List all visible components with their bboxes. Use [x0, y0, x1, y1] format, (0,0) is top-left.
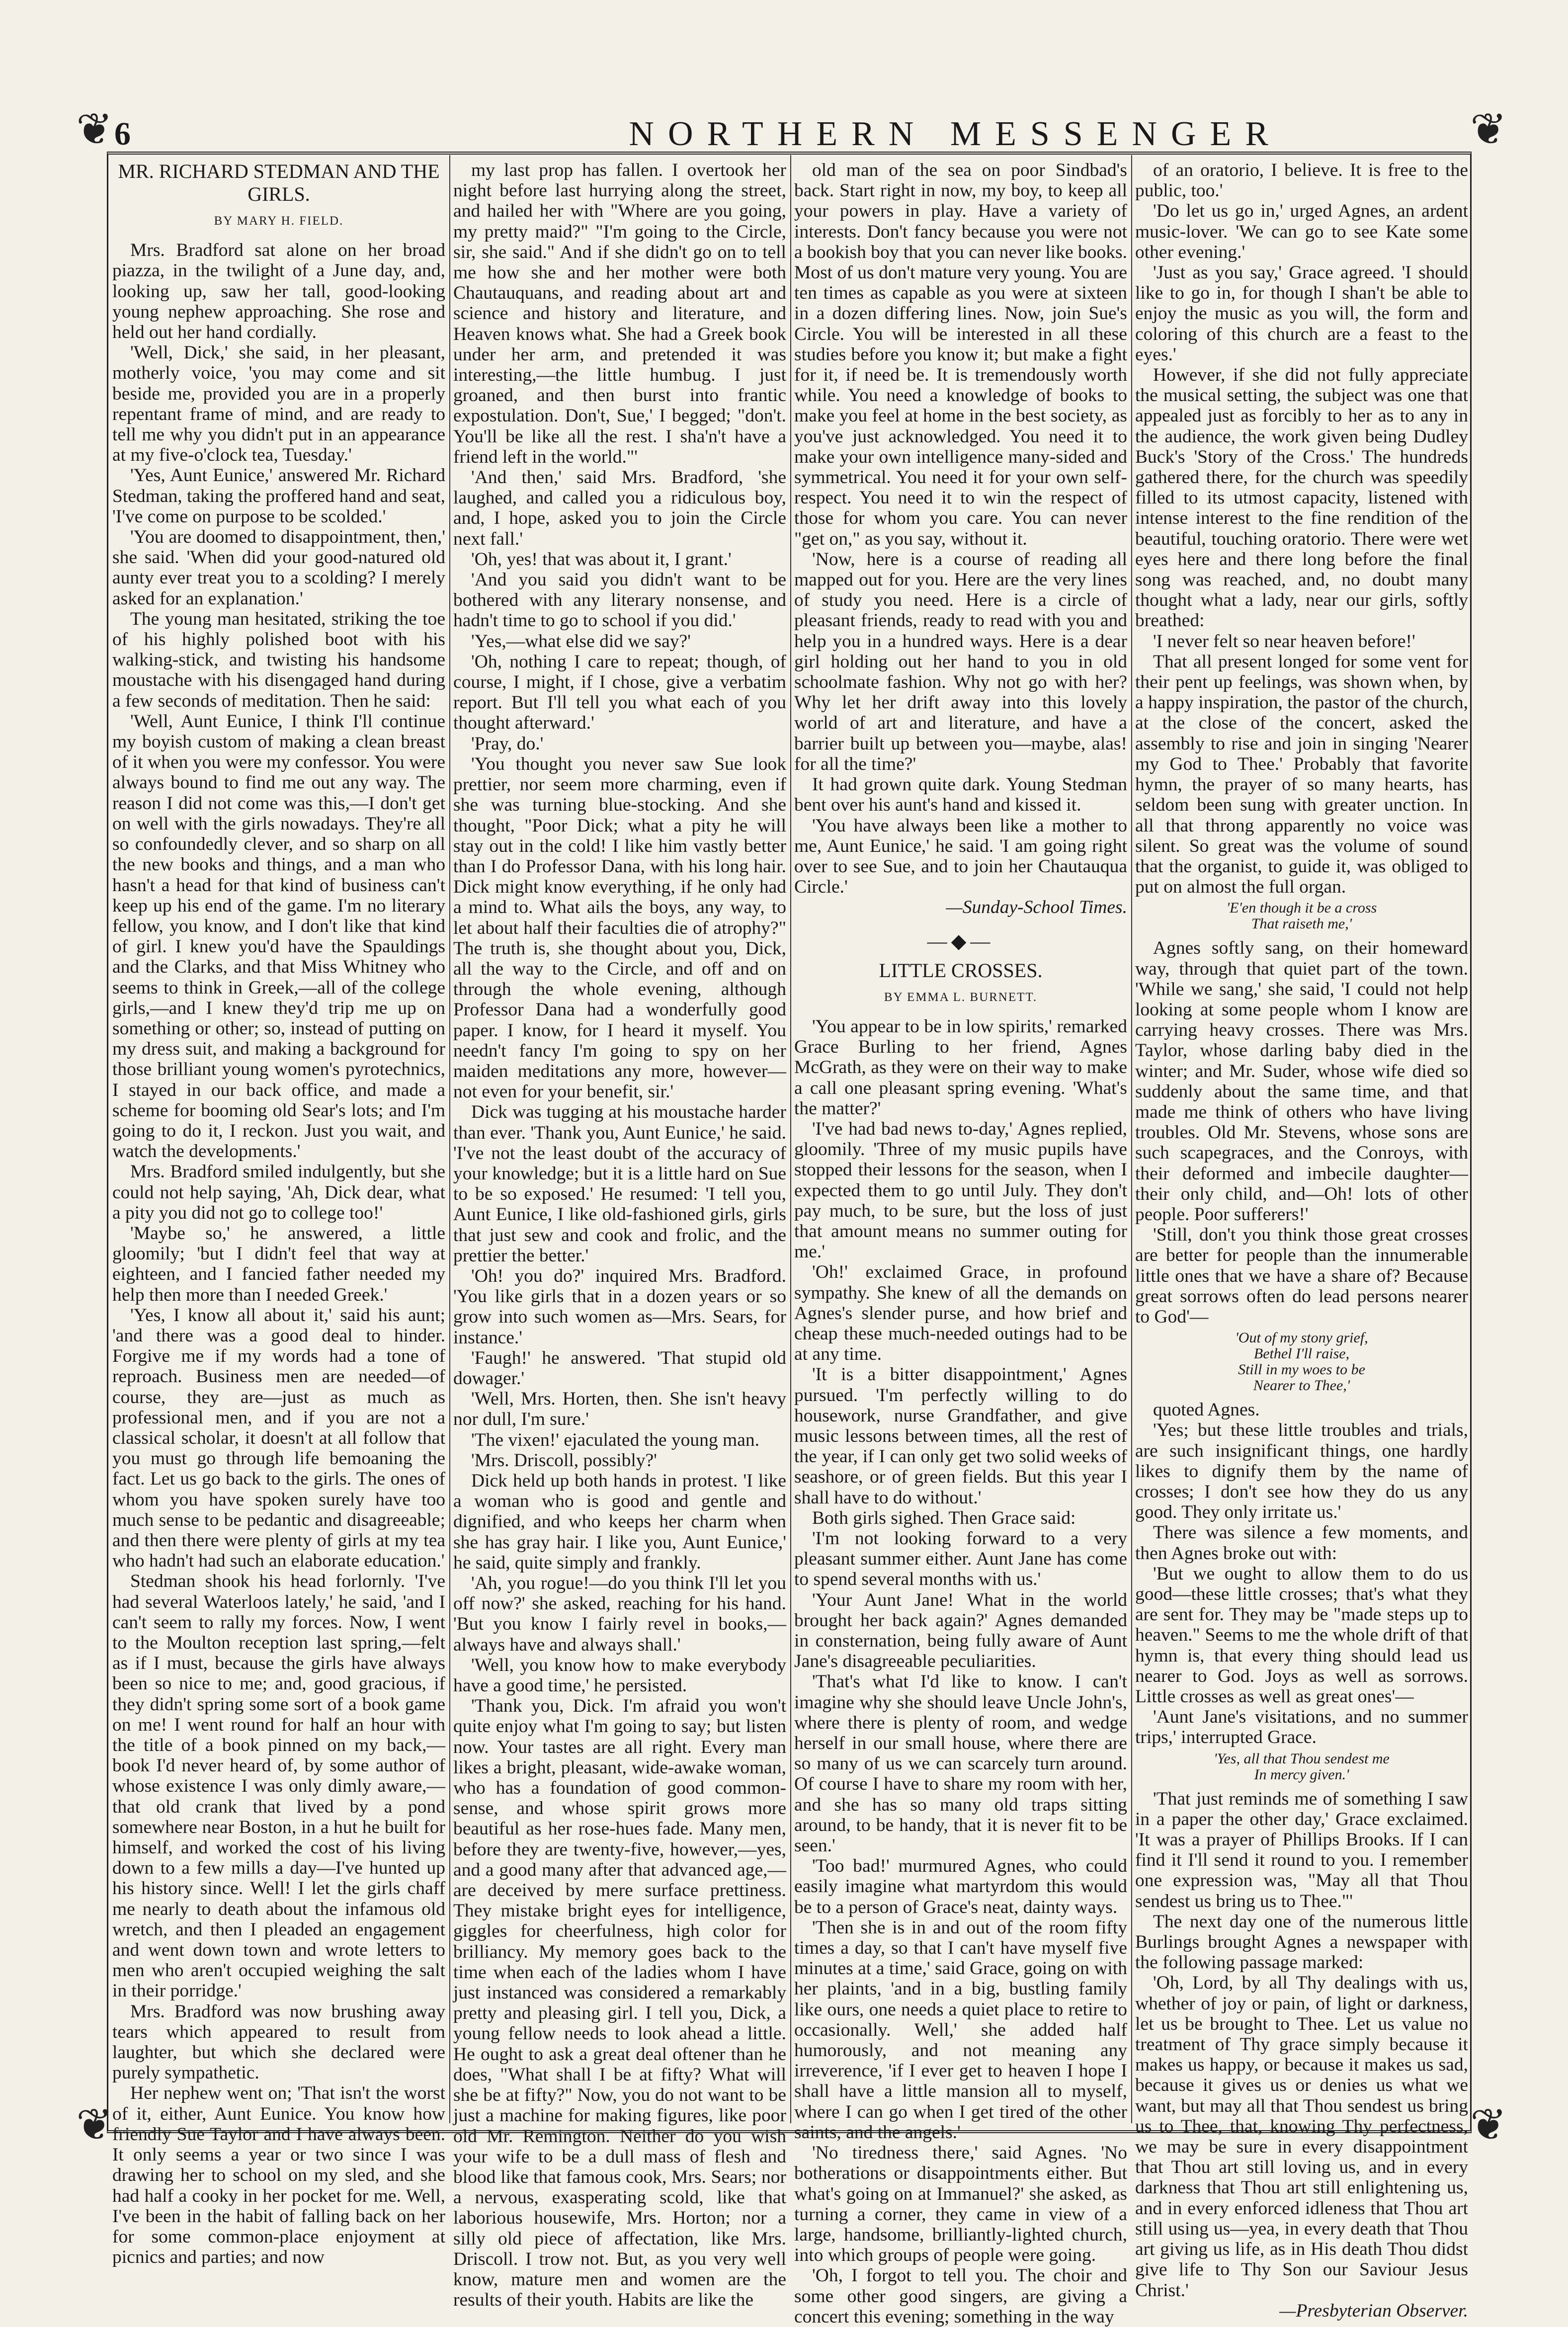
corner-ornament-top-right: ❦ [1470, 106, 1507, 154]
article-body [1135, 938, 1468, 1327]
paragraph: There was silence a few moments, and then Agnes broke out with: [1135, 1522, 1468, 1564]
paragraph: Both girls sighed. Then Grace said: [812, 1507, 1076, 1528]
article-source: —Presbyterian Observer. [1279, 2300, 1468, 2321]
paragraph: quoted Agnes. [1153, 1400, 1260, 1420]
article-byline: BY MARY H. FIELD. [214, 214, 344, 228]
article-source: —Sunday-School Times. [946, 897, 1127, 918]
article-title: MR. RICHARD STEDMAN AND THE GIRLS. [118, 160, 440, 205]
verse-line: Still in my woes to be [1238, 1361, 1365, 1378]
paragraph: 'I never felt so near heaven before!' [1153, 631, 1415, 652]
paragraph: 'Well, Dick,' she said, in her pleasant, motherly voice, 'you may come and sit beside me, provided you are in a properly repentant frame of mind, and are ready to tell me why you didn't put in an appearance at my five-o'clock tea, Tuesday.' [112, 342, 445, 466]
paragraph: 'Pray, do.' [471, 733, 544, 754]
paragraph: 'Still, don't you think those great crosses are better for people than the innumerable little ones that we have a share of? Because great sorrows often do lead persons nearer to God'— [1135, 1225, 1468, 1327]
page-number: 6 [114, 116, 131, 152]
corner-ornament-bottom-right: ❦ [1470, 2101, 1507, 2150]
corner-ornament-bottom-left: ❦ [76, 2101, 113, 2150]
column-rule [790, 155, 791, 2123]
paragraph: 'Now, here is a course of reading all mapped out for you. Here are the very lines of study you need. Here is a circle of pleasant friends, ready to read with you and help you in a hundred ways. Here is a dear girl holding out her hand to you in old schoolmate fashion. Why not go with her? Why let her drift away into this lovely world of art and literature, and have a barrier built up between you—maybe, alas! for all the time?' [794, 549, 1127, 774]
paragraph: 'Yes, Aunt Eunice,' answered Mr. Richard Stedman, taking the proffered hand and seat, 'I've come on purpose to be scolded.' [112, 465, 445, 527]
paragraph: 'And then,' said Mrs. Bradford, 'she laughed, and called you a ridiculous boy, and, I hope, asked you to join the Circle next fall.' [453, 467, 786, 549]
column-3 [794, 160, 1127, 2327]
paragraph: The next day one of the numerous little Burlings brought Agnes a newspaper with the following passage marked: [1135, 1911, 1468, 1973]
paragraph: 'I'm not looking forward to a very pleasant summer either. Aunt Jane has come to spend several months with us.' [794, 1528, 1127, 1590]
column-rule [449, 155, 450, 2123]
verse-line: Bethel I'll raise, [1253, 1345, 1350, 1362]
paragraph: 'Do let us go in,' urged Agnes, an ardent music-lover. 'We can go to see Kate some other evening.' [1135, 201, 1468, 262]
paragraph: 'But we ought to allow them to do us good—these little crosses; that's what they are sent for. They may be "made steps up to heaven." Seems to me the whole drift of that hymn is, that every thing should lead us nearer to God. Joys as well as sorrows. Little crosses as well as great ones'— [1135, 1563, 1468, 1707]
paragraph: 'That's what I'd like to know. I can't imagine why she should leave Uncle John's, where there is plenty of room, and wedge herself in our small house, where there are so many of us we can scarcely turn around. Of course I have to share my room with her, and she has so many old traps sitting around, to be handy, that it is never fit to be seen.' [794, 1671, 1127, 1856]
paragraph: my last prop has fallen. I overtook her night before last hurrying along the street, and hailed her with "Where are you going, my pretty maid?" "I'm going to the Circle, sir, she said." And if she didn't go on to tell me how she and her mother were both Chautauquans, and reading about art and science and history and literature, and Heaven knows what. She had a Greek book under her arm, and pretended it was interesting,—the little humbug. I just groaned, and then burst into frantic expostulation. Don't, Sue,' I begged; "don't. You'll be like all the rest. I sha'n't have a friend left in the world."' [453, 160, 786, 467]
paragraph: of an oratorio, I believe. It is free to the public, too.' [1135, 160, 1468, 201]
paragraph: 'You thought you never saw Sue look prettier, nor seem more charming, even if she was turning blue-stocking. And she thought, "Poor Dick; what a pity he will stay out in the cold! I like him vastly better than I do Professor Dana, with his long hair. Dick might know everything, if he only had a mind to. What ails the boys, any way, to let about half their faculties die of atrophy?" The truth is, she thought about you, Dick, all the way to the Circle, and off and on through the whole evening, although Professor Dana had a wonderfully good paper. I know, for I heard it myself. You needn't fancy I'm going to spy on her maiden meditations any more, however—not even for your benefit, sir.' [453, 753, 786, 1102]
paragraph: That all present longed for some vent for their pent up feelings, was shown when, by a happy inspiration, the pastor of the church, at the close of the concert, asked the assembly to rise and join in singing 'Nearer my God to Thee.' Probably that favorite hymn, the prayer of so many hearts, has seldom been sung with greater unction. In all that throng apparently no voice was silent. So great was the volume of sound that the organist, to guide it, was obliged to put on almost the full organ. [1135, 651, 1468, 898]
paragraph: 'It is a bitter disappointment,' Agnes pursued. 'I'm perfectly willing to do housework, nurse Grandfather, and give music lessons between times, all the rest of the year, if I can only get two solid weeks of seashore, or of green fields. But this year I shall have to do without.' [794, 1364, 1127, 1508]
article-body [1135, 160, 1468, 897]
verse-line: In mercy given.' [1254, 1766, 1349, 1783]
paragraph: 'Maybe so,' he answered, a little gloomily; 'but I didn't feel that way at eighteen, and I fancied father needed my help then more than I needed Greek.' [112, 1223, 445, 1305]
paragraph: 'Yes,—what else did we say?' [471, 631, 691, 652]
paper-title: NORTHERN MESSENGER [629, 115, 1282, 153]
paragraph: 'Oh, nothing I care to repeat; though, of course, I might, if I chose, give a verbatim report. But I'll tell you what each of you thought afterward.' [453, 651, 786, 734]
paragraph: The young man hesitated, striking the toe of his highly polished boot with his walking-stick, and twisting his handsome moustache with his disengaged hand during a few seconds of meditation. Then he said: [112, 608, 445, 711]
paragraph: 'Mrs. Driscoll, possibly?' [471, 1450, 657, 1471]
paragraph: Dick held up both hands in protest. 'I like a woman who is good and gentle and dignified, and who keeps her charm when she has gray hair. I like you, Aunt Eunice,' he said, quite simply and frankly. [453, 1471, 786, 1573]
masthead [114, 114, 1461, 154]
paragraph: Mrs. Bradford smiled indulgently, but she could not help saying, 'Ah, Dick dear, what a pity you did not go to college too!' [112, 1162, 445, 1223]
paragraph: However, if she did not fully appreciate the musical setting, the subject was one that appealed just as forcibly to her as to any in the audience, the work given being Dudley Buck's 'Story of the Cross.' The hundreds gathered there, for the church was speedily filled to its utmost capacity, listened with intense interest to the fine rendition of the beautiful, touching oratorio. There were wet eyes here and there long before the final song was reached, and, no doubt many thought what a lady, near our girls, softly breathed: [1135, 365, 1468, 631]
paragraph: 'Ah, you rogue!—do you think I'll let you off now?' she asked, reaching for his hand. 'But you know I fairly revel in books,—always have and always shall.' [453, 1573, 786, 1655]
paragraph: It had grown quite dark. Young Stedman bent over his aunt's hand and kissed it. [794, 774, 1127, 816]
paragraph: 'Aunt Jane's visitations, and no summer trips,' interrupted Grace. [1135, 1707, 1468, 1748]
article-body [1135, 1789, 1468, 2301]
paragraph: 'No tiredness there,' said Agnes. 'No botherations or disappointments either. But what's going on at Immanuel?' she asked, as turning a corner, they came in view of a large, handsome, brilliantly-lighted church, into which groups of people were going. [794, 2143, 1127, 2266]
paragraph: 'That just reminds me of something I saw in a paper the other day,' Grace exclaimed. 'It was a prayer of Phillips Brooks. If I can find it I'll send it round to you. I remember one expression was, "May all that Thou sendest us bring us to Thee."' [1135, 1788, 1468, 1911]
article-body [794, 1016, 1127, 2327]
verse-line: 'Yes, all that Thou sendest me [1214, 1750, 1390, 1767]
paragraph: 'Faugh!' he answered. 'That stupid old dowager.' [453, 1347, 786, 1389]
paragraph: Stedman shook his head forlornly. 'I've had several Waterloos lately,' he said, 'and I can't seem to rally my forces. Now, I went to the Moulton reception last spring,—felt as if I must, because the girls have always been so nice to me; and, good gracious, if they didn't spring some sort of a book game on me! I went round for half an hour with the title of a book pinned on my back,—book I'd never heard of, by some author of whose existence I was only dimly aware,—that old crank that lived by a pond somewhere near Boston, in a hut he built for himself, and worked the cost of his living down to a few mills a day—I've hunted up his history since. Well! I let the girls chaff me nearly to death about the infamous old wretch, and then I pleaded an engagement and went down town and wrote letters to men who aren't occupied weighing the salt in their porridge.' [112, 1571, 445, 2001]
paragraph: 'Oh, Lord, by all Thy dealings with us, whether of joy or pain, of light or darkness, let us be brought to Thee. Let us value no treatment of Thy grace simply because it makes us happy, or because it makes us sad, because it gives us or denies us what we want, but may all that Thou sendest us bring us to Thee, that, knowing Thy perfectness, we may be sure in every disappointment that Thou art still loving us, and in every darkness that Thou art still enlightening us, and in every enforced idleness that Thou art still using us—yea, in every death that Thou art giving us life, as in His death Thou didst give life to Thy Son our Saviour Jesus Christ.' [1135, 1973, 1468, 2301]
column-4 [1135, 160, 1468, 2321]
paragraph: 'Yes; but these little troubles and trials, are such insignificant things, one hardly likes to dignify them by the name of crosses; I don't see how they do us any good. They only irritate us.' [1135, 1420, 1468, 1523]
paragraph: Dick was tugging at his moustache harder than ever. 'Thank you, Aunt Eunice,' he said. 'I've not the least doubt of the accuracy of your knowledge; but it is a little hard on Sue to be so exposed.' He resumed: 'I tell you, Aunt Eunice, I like old-fashioned girls, girls that just sew and cook and frolic, and the prettier the better.' [453, 1102, 786, 1266]
paragraph: 'You are doomed to disappointment, then,' she said. 'When did your good-natured old aunty ever treat you to a scolding? I merely asked for an explanation.' [112, 527, 445, 609]
paragraph: Agnes softly sang, on their homeward way, through that quiet part of the town. 'While we sang,' she said, 'I could not help looking at some people whom I know are carrying heavy crosses. There was Mrs. Taylor, whose darling baby died in the winter; and Mr. Suder, whose wife died so suddenly about the same time, and that made me think of others who have living troubles. Old Mr. Stevens, whose sons are such scapegraces, and the Conroys, with their deformed and imbecile daughter—their only child, and—Oh! lots of other people. Poor sufferers!' [1135, 938, 1468, 1225]
paragraph: 'Then she is in and out of the room fifty times a day, so that I can't have myself five minutes at a time,' said Grace, going on with her plaints, 'and in a big, bustling family like ours, one needs a quiet place to retire to occasionally. Well,' she added half humorously, and not meaning any irreverence, 'if I ever get to heaven I hope I shall have a little mansion all to myself, where I can go when I get tired of the other saints, and the angels.' [794, 1917, 1127, 2143]
paragraph: 'Well, Aunt Eunice, I think I'll continue my boyish custom of making a clean breast of it when you were my confessor. You were always bound to find me out any way. The reason I did not come was this,—I don't get on well with the girls nowadays. They're all so confoundedly clever, and so sharp on all the new books and things, and a man who hasn't a head for that kind of business can't keep up his end of the game. I'm no literary fellow, you know, and I don't like that kind of girl. I knew you'd have the Spauldings and the Clarks, and that Miss Whitney who seems to think in Greek,—all of the college girls,—and I knew they'd trip me up on something or other; so, instead of putting on my dress suit, and making a background for those brilliant young women's pyrotechnics, I stayed in our back office, and made a scheme for booming old Sear's lots; and I'm going to do it, I reckon. Just you wait, and watch the developments.' [112, 711, 445, 1162]
paragraph: 'The vixen!' ejaculated the young man. [471, 1429, 759, 1450]
paragraph: 'Well, you know how to make everybody have a good time,' he persisted. [453, 1655, 786, 1696]
paragraph: 'Oh! you do?' inquired Mrs. Bradford. 'You like girls that in a dozen years or so grow into such women as—Mrs. Sears, for instance.' [453, 1265, 786, 1348]
verse-line: 'E'en though it be a cross [1226, 900, 1377, 916]
paragraph: 'I've had bad news to-day,' Agnes replied, gloomily. 'Three of my music pupils have stopped their lessons for the season, when I expected them to go until July. They don't pay much, to be sure, but the loss of just that amount means no summer outing for me.' [794, 1118, 1127, 1262]
paragraph: 'Thank you, Dick. I'm afraid you won't quite enjoy what I'm going to say; but listen now. Your tastes are all right. Every man likes a bright, pleasant, wide-awake woman, who has a foundation of good common-sense, and whose spirit grows more beautiful as her rose-hues fade. Many men, before they are twenty-five, however,—yes, and a good many after that advanced age,—are deceived by mere surface prettiness. They mistake bright eyes for intelligence, giggles for cheerfulness, high color for brilliancy. My memory goes back to the time when each of the ladies whom I have just instanced was considered a remarkably pretty and pleasing girl. I tell you, Dick, a young fellow needs to look ahead a little. He ought to ask a great deal oftener than he does, "What shall I be at fifty? What will she be at fifty?" Now, you do not want to be just a machine for making figures, like poor old Mr. Remington. Neither do you wish your wife to be a dull mass of flesh and blood like that famous cook, Mrs. Sears; nor a nervous, exasperating scold, like that laborious housewife, Mrs. Horton; nor a silly old piece of affectation, like Mrs. Driscoll. I trow not. But, as you very well know, mature men and women are the results of their youth. Habits are like the [453, 1696, 786, 2311]
paragraph: 'Oh, yes! that was about it, I grant.' [471, 549, 732, 570]
paragraph: 'Your Aunt Jane! What in the world brought her back again?' Agnes demanded in consternation, being fully aware of Aunt Jane's disagreeable peculiarities. [794, 1589, 1127, 1672]
paragraph: old man of the sea on poor Sindbad's back. Start right in now, my boy, to keep all your powers in play. Have a variety of interests. Don't fancy because you were not a bookish boy that you can never like books. Most of us don't mature very young. You are ten times as capable as you were at sixteen in a dozen differing lines. Now, join Sue's Circle. You will be interested in all these studies before you know it; but make a fight for it, if need be. It is tremendously worth while. You need a knowledge of books to make you feel at home in the best society, as you've just acknowledged. You need it to make your own intelligence many-sided and symmetrical. You need it for your own self-respect. You need it to win the respect of those for whom you care. You can never "get on," as you say, without it. [794, 160, 1127, 549]
hymn-verse [1135, 1330, 1468, 1394]
paragraph: Mrs. Bradford was now brushing away tears which appeared to result from laughter, but which she declared were purely sympathetic. [112, 2001, 445, 2083]
column-rule [1131, 155, 1132, 2123]
article-title: LITTLE CROSSES. [879, 959, 1043, 982]
paragraph: 'Oh!' exclaimed Grace, in profound sympathy. She knew of all the demands on Agnes's slender purse, and how brief and cheap these much-needed outings had to be at any time. [794, 1262, 1127, 1365]
paragraph: 'Oh, I forgot to tell you. The choir and some other good singers, are giving a concert this evening; something in the way [794, 2265, 1127, 2327]
paragraph: 'You appear to be in low spirits,' remarked Grace Burling to her friend, Agnes McGrath, as they were on their way to make a call one pleasant spring evening. 'What's the matter?' [794, 1016, 1127, 1119]
verse-line: 'Out of my stony grief, [1235, 1330, 1368, 1346]
hymn-verse [1135, 900, 1468, 932]
paragraph: 'Well, Mrs. Horten, then. She isn't heavy nor dull, I'm sure.' [453, 1389, 786, 1430]
paragraph: Mrs. Bradford sat alone on her broad piazza, in the twilight of a June day, and, looking up, saw her tall, good-looking young nephew approaching. She rose and held out her hand cordially. [112, 240, 445, 343]
article-body [112, 240, 445, 2267]
column-1 [112, 160, 445, 2268]
paragraph: Her nephew went on; 'That isn't the worst of it, either, Aunt Eunice. You know how friendly Sue Taylor and I have always been. It only seems a year or two since I was drawing her to school on my sled, and she had half a cooky in her pocket for me. Well, I've been in the habit of falling back on her for some common-place enjoyment at picnics and parties; and now [112, 2083, 445, 2268]
paragraph: 'You have always been like a mother to me, Aunt Eunice,' he said. 'I am going right over to see Sue, and to join her Chautauqua Circle.' [794, 815, 1127, 898]
paragraph: 'Just as you say,' Grace agreed. 'I should like to go in, for though I shan't be able to enjoy the music as you will, the form and coloring of this church are a feast to the eyes.' [1135, 262, 1468, 365]
hymn-verse [1135, 1751, 1468, 1783]
article-body [1135, 1400, 1468, 1747]
verse-line: That raiseth me,' [1251, 915, 1352, 932]
paragraph: 'Yes, I know all about it,' said his aunt; 'and there was a good deal to hinder. Forgive me if my words had a tone of reproach. Business men are needed—of course, they are—just as much as professional men, and if you are not a classical scholar, it doesn't at all follow that you must go through life bemoaning the fact. Let us go back to the girls. The ones of whom you have spoken surely have too much sense to be pedantic and disagreeable; and then there were plenty of girls at my tea who hadn't had such an elaborate education.' [112, 1305, 445, 1572]
article-body [453, 160, 786, 2310]
paragraph: 'And you said you didn't want to be bothered with any literary nonsense, and hadn't time to go to school if you did.' [453, 570, 786, 631]
corner-ornament-top-left: ❦ [76, 106, 113, 154]
article-divider: —◆— [927, 929, 994, 952]
article-byline: BY EMMA L. BURNETT. [884, 990, 1038, 1004]
verse-line: Nearer to Thee,' [1253, 1377, 1350, 1394]
column-2 [453, 160, 786, 2311]
paragraph: 'Too bad!' murmured Agnes, who could easily imagine what martyrdom this would be to a person of Grace's neat, dainty ways. [794, 1856, 1127, 1917]
article-body [794, 160, 1127, 897]
